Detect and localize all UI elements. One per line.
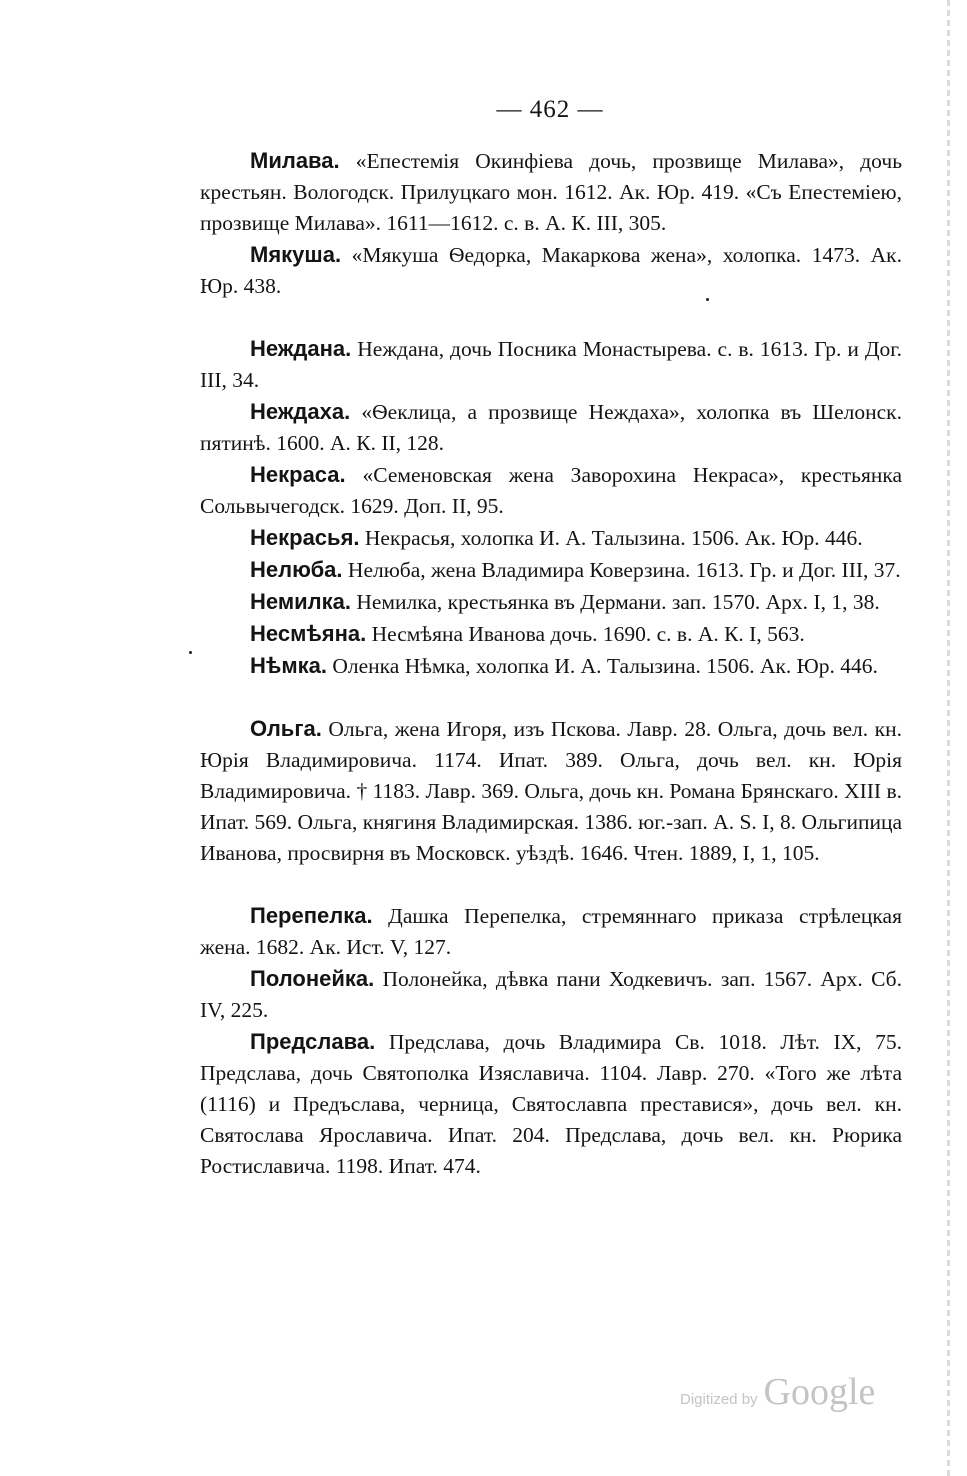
speck [189,651,192,654]
entry-text: Предслава, дочь Владимира Св. 1018. Лѣт. IX, 75. Предслава, дочь Святополка Изяславича. 1104. Лавр. 270. «Того же лѣта (1116) и Предъслава, черница, Святославпа преставися», дочь вел. кн. Святослава Ярославича. Ипат. 204. Предслава, дочь вел. кн. Рюрика Ростиславича. 1198. Ипат. 474. [200,1030,903,1178]
entry-text: «Семеновская жена Заворохина Некраса», крестьянка Сольвычегодск. 1629. Доп. II, 95. [200,463,902,518]
headword: Нѣмка. [250,653,327,678]
headword: Ольга. [250,716,322,741]
entry-text: Ольга, жена Игоря, изъ Пскова. Лавр. 28. Ольга, дочь вел. кн. Юрія Владимировича. 1174. Ипат. 389. Ольга, дочь вел. кн. Юрія Владимировича. † 1183. Лавр. 369. Ольга, дочь кн. Романа Брянскаго. XIII в. Ипат. 569. Ольга, княгиня Владимирская. 1386. юг.-зап. А. S. I, 8. Ольгипица Иванова, просвирня въ Московск. уѣздѣ. 1646. Чтен. 1889, I, 1, 105. [200,717,903,865]
entry-text: «Мякуша Ѳедорка, Макаркова жена», холопка. 1473. Ак. Юр. 438. [200,243,903,298]
section-gap [200,682,902,713]
entry-text: Нелюба, жена Владимира Коверзина. 1613. Гр. и Дог. III, 37. [347,558,901,582]
entry [200,554,902,586]
entry [200,900,902,963]
entry [200,650,902,682]
watermark-prefix: Digitized by [680,1391,758,1408]
entry [200,963,902,1026]
entry-text: Дашка Перепелка, стремяннаго приказа стрѣлецкая жена. 1682. Ак. Ист. V, 127. [200,904,902,959]
entry-text: «Ѳеклица, а прозвище Неждаха», холопка въ Шелонск. пятинѣ. 1600. А. К. II, 128. [200,400,903,455]
body-text [200,145,902,1182]
entry-text: «Епестемія Окинфіева дочь, прозвище Милава», дочь крестьян. Вологодск. Прилуцкаго мон. 1612. Ак. Юр. 419. «Съ Епестеміею, прозвище Милава». 1611—1612. с. в. А. К. III, 305. [200,149,902,235]
entry-text: Несмѣяна Иванова дочь. 1690. с. в. А. К. I, 563. [371,622,805,646]
entry [200,522,902,554]
entry-text: Неждана, дочь Посника Монастырева. с. в. 1613. Гр. и Дог. III, 34. [200,337,903,392]
headword: Немилка. [250,589,351,614]
entry [200,586,902,618]
entry-text: Полонейка, дѣвка пани Ходкевичъ. зап. 1567. Арх. Сб. IV, 225. [200,967,902,1022]
entry [200,239,902,302]
entry [200,1026,902,1182]
entry-text: Оленка Нѣмка, холопка И. А. Талызина. 1506. Ак. Юр. 446. [332,654,878,678]
section-gap [200,869,902,900]
headword: Неждана. [250,336,352,361]
entry [200,333,902,396]
headword: Перепелка. [250,903,373,928]
headword: Некраса. [250,462,346,487]
headword: Милава. [250,148,340,173]
entry [200,618,902,650]
entry [200,713,902,869]
entry-text: Немилка, крестьянка въ Дермани. зап. 1570. Арх. I, 1, 38. [356,590,880,614]
page-number: — 462 — [496,96,604,123]
headword: Некрасья. [250,525,360,550]
digitized-by-watermark [680,1370,875,1414]
entry [200,459,902,522]
headword: Несмѣяна. [250,621,367,646]
google-logo: Google [763,1371,876,1413]
scan-edge-rule [947,0,950,1476]
headword: Предслава. [250,1029,376,1054]
headword: Нелюба. [250,557,343,582]
headword: Неждаха. [250,399,351,424]
section-gap [200,302,902,333]
headword: Полонейка. [250,966,375,991]
entry [200,396,902,459]
headword: Мякуша. [250,242,342,267]
entry-text: Некрасья, холопка И. А. Талызина. 1506. Ак. Юр. 446. [364,526,863,550]
entry [200,145,902,239]
